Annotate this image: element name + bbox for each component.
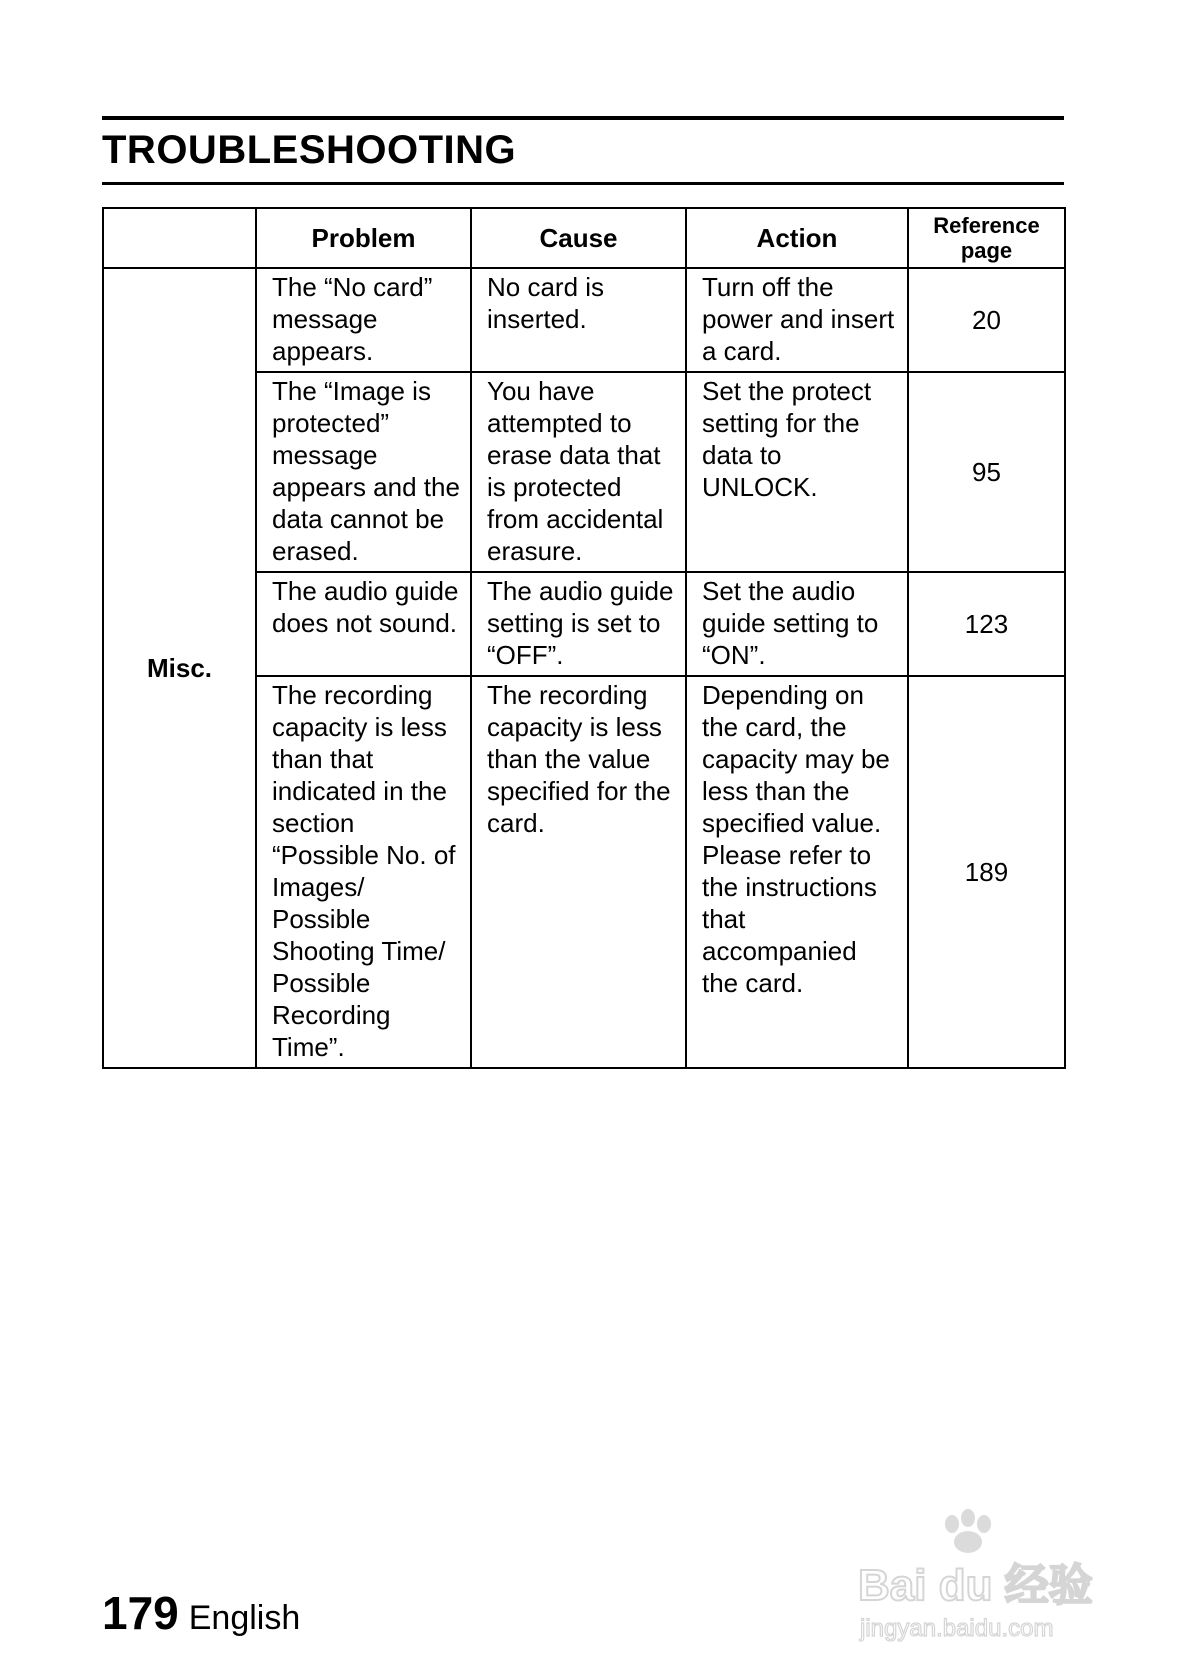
problem-cell: The “No card” message appears. <box>256 268 471 372</box>
reference-page-cell: 123 <box>908 572 1065 676</box>
column-header-problem: Problem <box>256 208 471 268</box>
page-footer <box>102 1586 300 1652</box>
page-language: English <box>188 1599 301 1637</box>
problem-cell: The audio guide does not sound. <box>256 572 471 676</box>
cause-cell: The recording capacity is less than the value specified for the card. <box>471 676 686 1068</box>
column-header-action: Action <box>686 208 908 268</box>
title-rule-bottom <box>102 182 1064 185</box>
reference-page-cell: 20 <box>908 268 1065 372</box>
cause-cell: You have attempted to erase data that is protected from accidental erasure. <box>471 372 686 572</box>
reference-page-cell: 95 <box>908 372 1065 572</box>
column-header-reference-page <box>908 208 1065 268</box>
cause-cell: The audio guide setting is set to “OFF”. <box>471 572 686 676</box>
title-rule-top <box>102 116 1064 120</box>
page-number: 179 <box>102 1587 179 1639</box>
reference-header-line1: Reference <box>933 213 1040 238</box>
problem-cell: The “Image is protected” message appears and the data cannot be erased. <box>256 372 471 572</box>
category-cell: Misc. <box>103 268 256 1068</box>
page-title: TROUBLESHOOTING <box>102 128 517 172</box>
cause-cell: No card is inserted. <box>471 268 686 372</box>
watermark-brand: Bai du 经验 <box>858 1561 1093 1610</box>
problem-cell: The recording capacity is less than that indicated in the section “Possible No. of Images/ Possible Shooting Time/ Possible Recording Time”. <box>256 676 471 1068</box>
baidu-jingyan-watermark <box>852 1508 1122 1648</box>
reference-header-line2: page <box>960 238 1013 263</box>
table-header-row <box>103 208 1065 268</box>
action-cell: Set the protect setting for the data to UNLOCK. <box>686 372 908 572</box>
action-cell: Depending on the card, the capacity may be less than the specified value. Please refer to the instructions that accompanied the card. <box>686 676 908 1068</box>
paw-logo-icon <box>945 1509 991 1553</box>
column-header-category <box>103 208 256 268</box>
action-cell: Set the audio guide setting to “ON”. <box>686 572 908 676</box>
reference-page-cell: 189 <box>908 676 1065 1068</box>
watermark-url: jingyan.baidu.com <box>860 1615 1054 1642</box>
table-row <box>103 268 1065 372</box>
column-header-cause: Cause <box>471 208 686 268</box>
action-cell: Turn off the power and insert a card. <box>686 268 908 372</box>
troubleshooting-table <box>102 207 1066 1069</box>
